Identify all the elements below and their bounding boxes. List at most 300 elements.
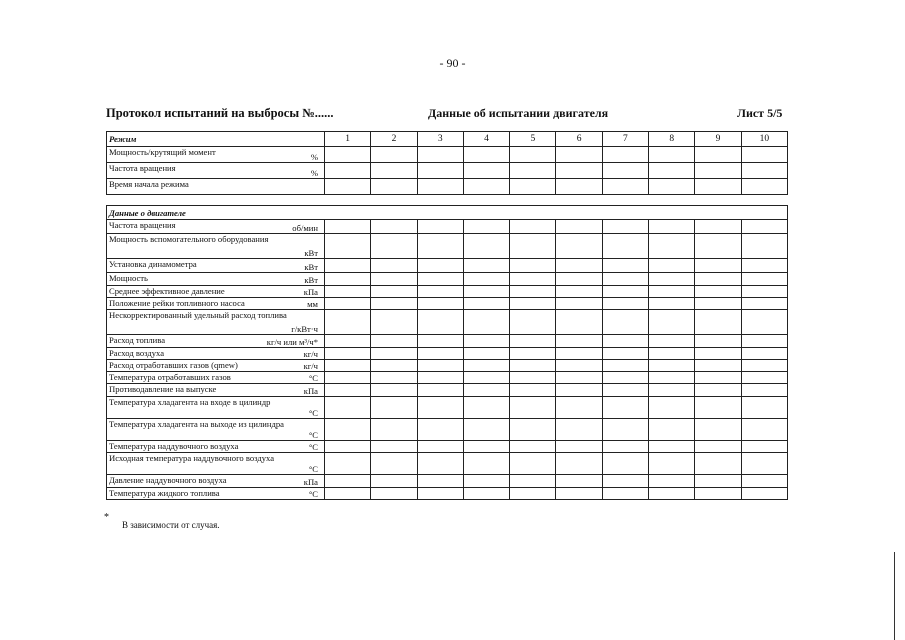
row-label-cell bbox=[107, 360, 325, 372]
value-cell[interactable] bbox=[463, 475, 509, 488]
value-cell[interactable] bbox=[649, 419, 695, 441]
engine-data-table bbox=[106, 205, 788, 500]
value-cell[interactable] bbox=[463, 348, 509, 360]
value-cell[interactable] bbox=[371, 397, 417, 419]
row-unit: кг/ч bbox=[303, 361, 318, 371]
mode-column-header: 4 bbox=[463, 132, 509, 147]
value-cell[interactable] bbox=[371, 298, 417, 310]
row-label-cell bbox=[107, 234, 325, 259]
value-cell[interactable] bbox=[417, 453, 463, 475]
row-label: Мощность bbox=[109, 273, 148, 283]
value-cell[interactable] bbox=[602, 348, 648, 360]
row-label: Время начала режима bbox=[109, 179, 189, 189]
table-row bbox=[107, 234, 788, 259]
mode-column-header: 8 bbox=[649, 132, 695, 147]
footnote: В зависимости от случая. bbox=[122, 520, 220, 530]
mode-column-header: 6 bbox=[556, 132, 602, 147]
value-cell[interactable] bbox=[695, 163, 741, 179]
value-cell[interactable] bbox=[741, 163, 787, 179]
value-cell[interactable] bbox=[695, 372, 741, 384]
value-cell[interactable] bbox=[325, 273, 371, 286]
row-label: Расход воздуха bbox=[109, 348, 165, 358]
row-label: Исходная температура наддувочного воздуха bbox=[109, 453, 275, 463]
value-cell[interactable] bbox=[463, 384, 509, 397]
value-cell[interactable] bbox=[602, 273, 648, 286]
value-cell[interactable] bbox=[325, 259, 371, 273]
value-cell[interactable] bbox=[371, 163, 417, 179]
value-cell[interactable] bbox=[510, 441, 556, 453]
value-cell[interactable] bbox=[325, 453, 371, 475]
value-cell[interactable] bbox=[649, 335, 695, 348]
value-cell[interactable] bbox=[602, 372, 648, 384]
value-cell[interactable] bbox=[417, 220, 463, 234]
value-cell[interactable] bbox=[556, 163, 602, 179]
value-cell[interactable] bbox=[695, 335, 741, 348]
value-cell[interactable] bbox=[417, 441, 463, 453]
value-cell[interactable] bbox=[649, 220, 695, 234]
value-cell[interactable] bbox=[371, 273, 417, 286]
row-label: Температура наддувочного воздуха bbox=[109, 441, 239, 451]
value-cell[interactable] bbox=[417, 163, 463, 179]
value-cell[interactable] bbox=[649, 273, 695, 286]
table-row bbox=[107, 384, 788, 397]
mode-title: Режим bbox=[107, 132, 325, 147]
row-label-cell bbox=[107, 335, 325, 348]
value-cell[interactable] bbox=[556, 335, 602, 348]
value-cell[interactable] bbox=[649, 475, 695, 488]
value-cell[interactable] bbox=[556, 488, 602, 500]
row-label-cell bbox=[107, 147, 325, 163]
table-row bbox=[107, 147, 788, 163]
value-cell[interactable] bbox=[556, 286, 602, 298]
value-cell[interactable] bbox=[325, 220, 371, 234]
value-cell[interactable] bbox=[649, 298, 695, 310]
value-cell[interactable] bbox=[463, 453, 509, 475]
value-cell[interactable] bbox=[463, 273, 509, 286]
value-cell[interactable] bbox=[556, 273, 602, 286]
row-unit: °C bbox=[308, 430, 318, 440]
value-cell[interactable] bbox=[556, 397, 602, 419]
table-row bbox=[107, 419, 788, 441]
value-cell[interactable] bbox=[602, 286, 648, 298]
value-cell[interactable] bbox=[325, 286, 371, 298]
value-cell[interactable] bbox=[510, 286, 556, 298]
value-cell[interactable] bbox=[325, 488, 371, 500]
value-cell[interactable] bbox=[649, 348, 695, 360]
value-cell[interactable] bbox=[556, 441, 602, 453]
value-cell[interactable] bbox=[371, 384, 417, 397]
value-cell[interactable] bbox=[463, 147, 509, 163]
row-label-cell bbox=[107, 419, 325, 441]
row-unit: °C bbox=[308, 489, 318, 499]
value-cell[interactable] bbox=[649, 179, 695, 195]
row-label: Температура жидкого топлива bbox=[109, 488, 220, 498]
value-cell[interactable] bbox=[695, 384, 741, 397]
value-cell[interactable] bbox=[556, 348, 602, 360]
value-cell[interactable] bbox=[741, 419, 787, 441]
row-label-cell bbox=[107, 163, 325, 179]
value-cell[interactable] bbox=[602, 220, 648, 234]
value-cell[interactable] bbox=[463, 310, 509, 335]
value-cell[interactable] bbox=[417, 335, 463, 348]
value-cell[interactable] bbox=[556, 384, 602, 397]
table-row bbox=[107, 273, 788, 286]
mode-column-header: 1 bbox=[325, 132, 371, 147]
value-cell[interactable] bbox=[463, 298, 509, 310]
value-cell[interactable] bbox=[695, 234, 741, 259]
value-cell[interactable] bbox=[602, 475, 648, 488]
row-label: Частота вращения bbox=[109, 220, 176, 230]
value-cell[interactable] bbox=[417, 179, 463, 195]
sheet-number: Лист 5/5 bbox=[737, 106, 783, 120]
value-cell[interactable] bbox=[325, 419, 371, 441]
table-row bbox=[107, 259, 788, 273]
value-cell[interactable] bbox=[741, 441, 787, 453]
value-cell[interactable] bbox=[556, 298, 602, 310]
row-label: Установка динамометра bbox=[109, 259, 197, 269]
value-cell[interactable] bbox=[695, 147, 741, 163]
protocol-title: Протокол испытаний на выбросы №...... bbox=[106, 106, 334, 120]
section-heading: Данные об испытании двигателя bbox=[428, 106, 609, 120]
value-cell[interactable] bbox=[602, 179, 648, 195]
value-cell[interactable] bbox=[417, 419, 463, 441]
value-cell[interactable] bbox=[695, 348, 741, 360]
value-cell[interactable] bbox=[556, 220, 602, 234]
value-cell[interactable] bbox=[602, 441, 648, 453]
value-cell[interactable] bbox=[463, 163, 509, 179]
table-row bbox=[107, 220, 788, 234]
table-row bbox=[107, 441, 788, 453]
table-row bbox=[107, 453, 788, 475]
table-row bbox=[107, 179, 788, 195]
value-cell[interactable] bbox=[695, 273, 741, 286]
row-unit: % bbox=[310, 168, 318, 178]
engine-section-title: Данные о двигателе bbox=[107, 206, 788, 220]
value-cell[interactable] bbox=[463, 488, 509, 500]
row-label-cell bbox=[107, 397, 325, 419]
value-cell[interactable] bbox=[510, 310, 556, 335]
row-label: Среднее эффективное давление bbox=[109, 286, 225, 296]
value-cell[interactable] bbox=[741, 234, 787, 259]
value-cell[interactable] bbox=[741, 259, 787, 273]
value-cell[interactable] bbox=[325, 475, 371, 488]
value-cell[interactable] bbox=[510, 179, 556, 195]
value-cell[interactable] bbox=[463, 441, 509, 453]
value-cell[interactable] bbox=[463, 286, 509, 298]
value-cell[interactable] bbox=[325, 360, 371, 372]
row-unit: % bbox=[310, 152, 318, 162]
value-cell[interactable] bbox=[649, 234, 695, 259]
page-number: - 90 - bbox=[439, 56, 466, 70]
value-cell[interactable] bbox=[510, 419, 556, 441]
value-cell[interactable] bbox=[371, 147, 417, 163]
value-cell[interactable] bbox=[556, 475, 602, 488]
value-cell[interactable] bbox=[510, 397, 556, 419]
mode-table bbox=[106, 131, 788, 195]
value-cell[interactable] bbox=[325, 384, 371, 397]
row-label: Температура хладагента на выходе из цилиндра bbox=[109, 419, 284, 429]
row-unit: кПа bbox=[303, 477, 318, 487]
value-cell[interactable] bbox=[325, 234, 371, 259]
row-label-cell bbox=[107, 286, 325, 298]
table-row bbox=[107, 397, 788, 419]
row-label-cell bbox=[107, 273, 325, 286]
value-cell[interactable] bbox=[325, 179, 371, 195]
value-cell[interactable] bbox=[325, 441, 371, 453]
table-row bbox=[107, 475, 788, 488]
row-label-cell bbox=[107, 220, 325, 234]
value-cell[interactable] bbox=[463, 419, 509, 441]
value-cell[interactable] bbox=[649, 286, 695, 298]
value-cell[interactable] bbox=[371, 179, 417, 195]
value-cell[interactable] bbox=[695, 419, 741, 441]
value-cell[interactable] bbox=[695, 397, 741, 419]
value-cell[interactable] bbox=[463, 234, 509, 259]
value-cell[interactable] bbox=[371, 360, 417, 372]
value-cell[interactable] bbox=[602, 259, 648, 273]
value-cell[interactable] bbox=[463, 220, 509, 234]
value-cell[interactable] bbox=[649, 259, 695, 273]
value-cell[interactable] bbox=[325, 372, 371, 384]
value-cell[interactable] bbox=[371, 220, 417, 234]
value-cell[interactable] bbox=[695, 286, 741, 298]
value-cell[interactable] bbox=[602, 488, 648, 500]
value-cell[interactable] bbox=[417, 360, 463, 372]
value-cell[interactable] bbox=[741, 310, 787, 335]
value-cell[interactable] bbox=[649, 453, 695, 475]
value-cell[interactable] bbox=[602, 335, 648, 348]
value-cell[interactable] bbox=[556, 453, 602, 475]
value-cell[interactable] bbox=[741, 179, 787, 195]
value-cell[interactable] bbox=[371, 475, 417, 488]
value-cell[interactable] bbox=[463, 372, 509, 384]
value-cell[interactable] bbox=[602, 163, 648, 179]
mode-column-header: 5 bbox=[510, 132, 556, 147]
value-cell[interactable] bbox=[510, 475, 556, 488]
value-cell[interactable] bbox=[649, 360, 695, 372]
value-cell[interactable] bbox=[371, 259, 417, 273]
value-cell[interactable] bbox=[510, 348, 556, 360]
value-cell[interactable] bbox=[417, 273, 463, 286]
value-cell[interactable] bbox=[371, 348, 417, 360]
value-cell[interactable] bbox=[741, 286, 787, 298]
table-row bbox=[107, 163, 788, 179]
value-cell[interactable] bbox=[417, 286, 463, 298]
value-cell[interactable] bbox=[602, 310, 648, 335]
value-cell[interactable] bbox=[649, 147, 695, 163]
value-cell[interactable] bbox=[695, 488, 741, 500]
value-cell[interactable] bbox=[510, 220, 556, 234]
value-cell[interactable] bbox=[649, 310, 695, 335]
value-cell[interactable] bbox=[695, 441, 741, 453]
value-cell[interactable] bbox=[417, 372, 463, 384]
value-cell[interactable] bbox=[510, 259, 556, 273]
value-cell[interactable] bbox=[463, 397, 509, 419]
value-cell[interactable] bbox=[649, 163, 695, 179]
value-cell[interactable] bbox=[325, 397, 371, 419]
value-cell[interactable] bbox=[602, 397, 648, 419]
row-label: Противодавление на выпуске bbox=[109, 384, 217, 394]
value-cell[interactable] bbox=[371, 335, 417, 348]
value-cell[interactable] bbox=[325, 348, 371, 360]
row-unit: кВт bbox=[304, 248, 318, 258]
table-row bbox=[107, 298, 788, 310]
value-cell[interactable] bbox=[463, 360, 509, 372]
row-unit: г/кВт·ч bbox=[291, 324, 318, 334]
value-cell[interactable] bbox=[417, 310, 463, 335]
value-cell[interactable] bbox=[371, 441, 417, 453]
value-cell[interactable] bbox=[602, 453, 648, 475]
row-unit: кВт bbox=[304, 262, 318, 272]
value-cell[interactable] bbox=[741, 397, 787, 419]
value-cell[interactable] bbox=[556, 147, 602, 163]
value-cell[interactable] bbox=[695, 220, 741, 234]
value-cell[interactable] bbox=[602, 419, 648, 441]
value-cell[interactable] bbox=[695, 310, 741, 335]
row-unit: °C bbox=[308, 464, 318, 474]
row-label: Температура хладагента на входе в цилиндр bbox=[109, 397, 271, 407]
value-cell[interactable] bbox=[741, 273, 787, 286]
value-cell[interactable] bbox=[417, 348, 463, 360]
row-label: Нескорректированный удельный расход топлива bbox=[109, 310, 287, 320]
value-cell[interactable] bbox=[510, 384, 556, 397]
row-label-cell bbox=[107, 475, 325, 488]
row-label-cell bbox=[107, 310, 325, 335]
value-cell[interactable] bbox=[371, 419, 417, 441]
table-row bbox=[107, 488, 788, 500]
row-unit: °C bbox=[308, 373, 318, 383]
row-unit: °C bbox=[308, 442, 318, 452]
value-cell[interactable] bbox=[556, 234, 602, 259]
row-label-cell bbox=[107, 259, 325, 273]
value-cell[interactable] bbox=[510, 234, 556, 259]
value-cell[interactable] bbox=[556, 179, 602, 195]
value-cell[interactable] bbox=[325, 298, 371, 310]
value-cell[interactable] bbox=[741, 348, 787, 360]
value-cell[interactable] bbox=[556, 310, 602, 335]
value-cell[interactable] bbox=[741, 220, 787, 234]
value-cell[interactable] bbox=[510, 488, 556, 500]
value-cell[interactable] bbox=[741, 372, 787, 384]
value-cell[interactable] bbox=[510, 372, 556, 384]
value-cell[interactable] bbox=[602, 384, 648, 397]
value-cell[interactable] bbox=[417, 384, 463, 397]
value-cell[interactable] bbox=[556, 419, 602, 441]
value-cell[interactable] bbox=[695, 298, 741, 310]
row-label: Расход топлива bbox=[109, 335, 166, 345]
value-cell[interactable] bbox=[556, 259, 602, 273]
value-cell[interactable] bbox=[463, 335, 509, 348]
row-unit: кг/ч или м³/ч* bbox=[266, 337, 318, 347]
row-label-cell bbox=[107, 298, 325, 310]
value-cell[interactable] bbox=[325, 163, 371, 179]
table-row bbox=[107, 348, 788, 360]
row-unit: кВт bbox=[304, 275, 318, 285]
value-cell[interactable] bbox=[510, 360, 556, 372]
value-cell[interactable] bbox=[417, 488, 463, 500]
value-cell[interactable] bbox=[556, 372, 602, 384]
row-label: Расход отработавших газов (qmew) bbox=[109, 360, 238, 370]
value-cell[interactable] bbox=[371, 310, 417, 335]
row-label: Мощность/крутящий момент bbox=[109, 147, 216, 157]
value-cell[interactable] bbox=[649, 397, 695, 419]
value-cell[interactable] bbox=[325, 335, 371, 348]
value-cell[interactable] bbox=[463, 259, 509, 273]
row-label: Давление наддувочного воздуха bbox=[109, 475, 227, 485]
row-label: Положение рейки топливного насоса bbox=[109, 298, 245, 308]
value-cell[interactable] bbox=[510, 335, 556, 348]
value-cell[interactable] bbox=[649, 384, 695, 397]
row-label-cell bbox=[107, 348, 325, 360]
row-unit: кПа bbox=[303, 386, 318, 396]
value-cell[interactable] bbox=[510, 163, 556, 179]
value-cell[interactable] bbox=[741, 384, 787, 397]
value-cell[interactable] bbox=[695, 475, 741, 488]
value-cell[interactable] bbox=[417, 475, 463, 488]
value-cell[interactable] bbox=[371, 286, 417, 298]
value-cell[interactable] bbox=[602, 360, 648, 372]
value-cell[interactable] bbox=[695, 360, 741, 372]
value-cell[interactable] bbox=[602, 147, 648, 163]
table-row bbox=[107, 286, 788, 298]
row-label-cell bbox=[107, 384, 325, 397]
value-cell[interactable] bbox=[741, 298, 787, 310]
row-label-cell bbox=[107, 488, 325, 500]
value-cell[interactable] bbox=[371, 488, 417, 500]
row-label-cell bbox=[107, 441, 325, 453]
value-cell[interactable] bbox=[325, 147, 371, 163]
value-cell[interactable] bbox=[510, 273, 556, 286]
value-cell[interactable] bbox=[602, 234, 648, 259]
value-cell[interactable] bbox=[695, 259, 741, 273]
value-cell[interactable] bbox=[741, 360, 787, 372]
value-cell[interactable] bbox=[649, 488, 695, 500]
value-cell[interactable] bbox=[417, 397, 463, 419]
row-label-cell bbox=[107, 453, 325, 475]
mode-column-header: 7 bbox=[602, 132, 648, 147]
value-cell[interactable] bbox=[695, 453, 741, 475]
value-cell[interactable] bbox=[510, 298, 556, 310]
row-label: Частота вращения bbox=[109, 163, 176, 173]
value-cell[interactable] bbox=[649, 372, 695, 384]
value-cell[interactable] bbox=[741, 335, 787, 348]
value-cell[interactable] bbox=[741, 453, 787, 475]
value-cell[interactable] bbox=[463, 179, 509, 195]
value-cell[interactable] bbox=[510, 453, 556, 475]
row-unit: кг/ч bbox=[303, 349, 318, 359]
value-cell[interactable] bbox=[325, 310, 371, 335]
mode-column-header: 2 bbox=[371, 132, 417, 147]
value-cell[interactable] bbox=[417, 298, 463, 310]
mode-column-header: 3 bbox=[417, 132, 463, 147]
footnote-mark: * bbox=[104, 512, 109, 523]
table-row bbox=[107, 335, 788, 348]
value-cell[interactable] bbox=[602, 298, 648, 310]
value-cell[interactable] bbox=[417, 234, 463, 259]
value-cell[interactable] bbox=[371, 234, 417, 259]
value-cell[interactable] bbox=[371, 453, 417, 475]
value-cell[interactable] bbox=[417, 147, 463, 163]
value-cell[interactable] bbox=[741, 147, 787, 163]
value-cell[interactable] bbox=[649, 441, 695, 453]
value-cell[interactable] bbox=[510, 147, 556, 163]
value-cell[interactable] bbox=[695, 179, 741, 195]
value-cell[interactable] bbox=[371, 372, 417, 384]
value-cell[interactable] bbox=[741, 475, 787, 488]
value-cell[interactable] bbox=[556, 360, 602, 372]
value-cell[interactable] bbox=[741, 488, 787, 500]
value-cell[interactable] bbox=[417, 259, 463, 273]
